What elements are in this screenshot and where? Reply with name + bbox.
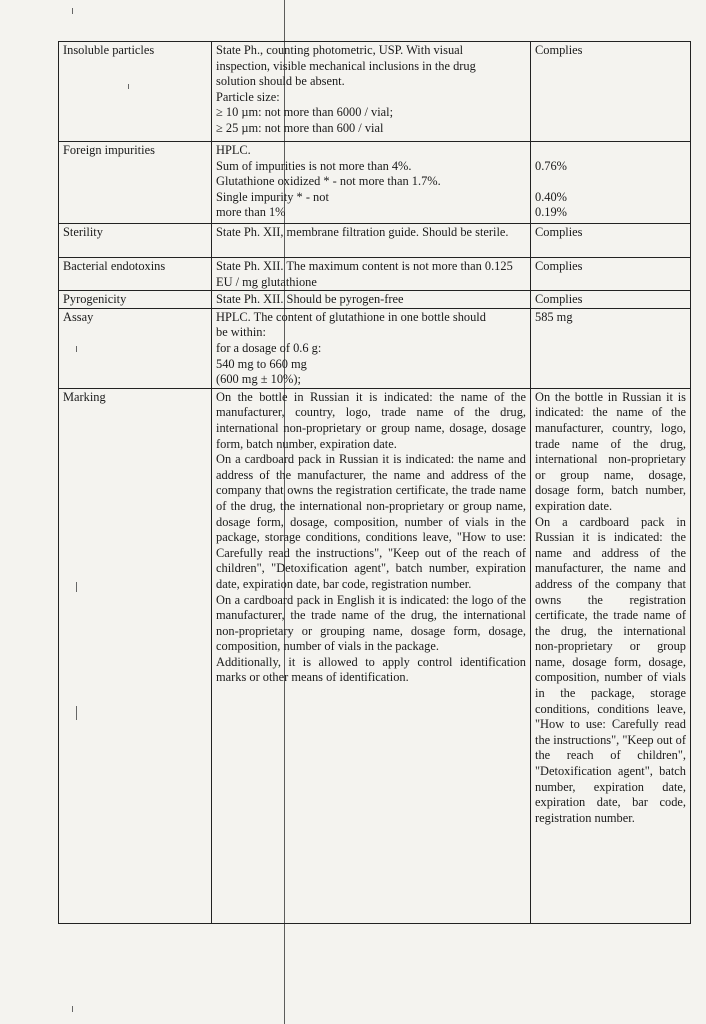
table-row-pyrogenicity [59,291,691,309]
result-cell [531,388,691,923]
table-row-sterility [59,224,691,258]
table-row-assay [59,308,691,388]
result-value: 0.76% [535,158,568,173]
requirement-line: solution should be absent. [216,74,345,89]
marking-requirement-paragraph: On a cardboard pack in English it is indicated: the logo of the manufacturer, the trade name of the drug, the international non-proprietary or grouping name, dosage form, dosage, composition, number of vials in the package. [216,592,530,654]
result-cell: Complies [531,42,691,142]
requirement-line: Particle size: [216,89,280,104]
scan-speck [72,8,73,14]
requirement-line: (600 mg ± 10%); [216,372,301,387]
requirement-line: Single impurity * - not [216,189,329,204]
requirement-line: ≥ 10 µm: not more than 6000 / vial; [216,105,394,120]
requirement-line: be within: [216,325,266,340]
test-name: Foreign impurities [59,142,212,224]
requirement-line: for a dosage of 0.6 g: [216,340,322,355]
table-row-foreign-impurities [59,142,691,224]
result-value: 0.19% [535,205,568,220]
requirement-line: 540 mg to 660 mg [216,356,307,371]
result-cell: Complies [531,258,691,291]
requirement-line: Glutathione oxidized * - not more than 1.7%. [216,174,441,189]
result-cell: 585 mg [531,308,691,388]
result-cell [531,142,691,224]
test-name: Sterility [59,224,212,258]
marking-requirement-paragraph: Additionally, it is allowed to apply control identification marks or other means of identification. [216,654,530,685]
marking-result-paragraph: On a cardboard pack in Russian it is indicated: the name and address of the manufacturer, the name and address of the company that owns the registration certificate, the trade name of the drug, the international non-proprietary or group name, dosage form, dosage, composition, number of vials in the package, storage conditions, conditions leave, "How to use: Carefully read the instructions", "Keep out of the reach of children", "Detoxification agent", batch number, expiration date, expiration date, bar code, registration number. [535,514,690,825]
requirement-cell: State Ph. XII. Should be pyrogen-free [212,291,531,309]
test-name: Assay [59,308,212,388]
requirement-cell [212,42,531,142]
table-row-bacterial-endotoxins [59,258,691,291]
requirement-cell [212,142,531,224]
test-name: Insoluble particles [59,42,212,142]
requirement-line: Sum of impurities is not more than 4%. [216,158,412,173]
requirement-cell [212,308,531,388]
specification-table [58,41,691,924]
table-row-marking [59,388,691,923]
requirement-cell [212,388,531,923]
marking-requirement-paragraph: On the bottle in Russian it is indicated: the name of the manufacturer, country, logo, trade name of the drug, international non-proprietary or group name, dosage, dosage form, batch number, expiration date. [216,389,530,451]
requirement-cell: State Ph. XII. The maximum content is not more than 0.125 EU / mg glutathione [212,258,531,291]
requirement-line: inspection, visible mechanical inclusions in the drug [216,58,476,73]
requirement-line: HPLC. [216,143,251,157]
requirement-line: State Ph., counting photometric, USP. With visual [216,43,464,57]
requirement-cell: State Ph. XII, membrane filtration guide. Should be sterile. [212,224,531,258]
requirement-line: more than 1% [216,205,286,220]
requirement-line: HPLC. The content of glutathione in one bottle should [216,309,486,324]
test-name: Bacterial endotoxins [59,258,212,291]
result-cell: Complies [531,291,691,309]
table-row-insoluble-particles [59,42,691,142]
test-name: Marking [59,388,212,923]
test-name: Pyrogenicity [59,291,212,309]
result-value: 0.40% [535,189,568,204]
marking-result-paragraph: On the bottle in Russian it is indicated: the name of the manufacturer, country, logo, trade name of the drug, international non-proprietary or group name, dosage, dosage form, batch number, expiration date. [535,389,690,513]
scan-speck [72,1006,73,1012]
result-cell: Complies [531,224,691,258]
marking-requirement-paragraph: On a cardboard pack in Russian it is indicated: the name and address of the manufacturer, the name and address of the company that owns the registration certificate, the trade name of the drug, the international non-proprietary or group name, dosage form, dosage, composition, number of vials in the package, storage conditions, conditions leave, "How to use: Carefully read the instructions", "Keep out of the reach of children", "Detoxification agent", batch number, expiration date, expiration date, bar code, registration number. [216,452,530,591]
requirement-line: ≥ 25 µm: not more than 600 / vial [216,120,384,135]
